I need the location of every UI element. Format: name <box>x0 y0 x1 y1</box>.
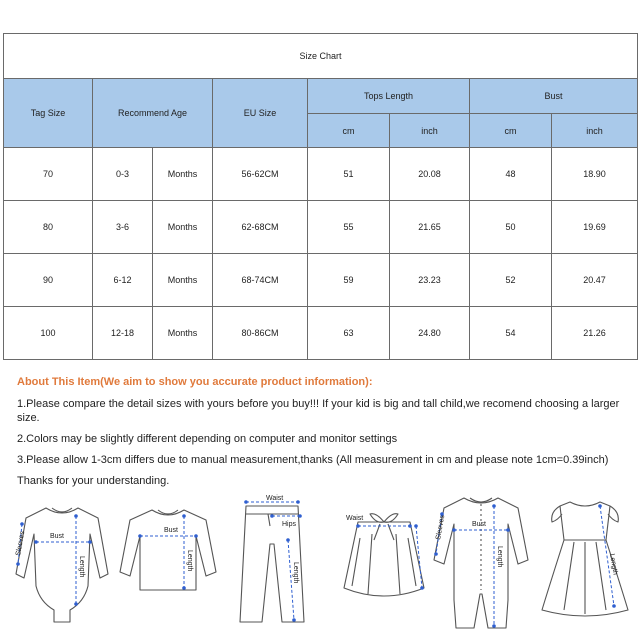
header-bust: Bust <box>470 79 638 114</box>
cell-age-unit: Months <box>153 307 213 360</box>
length-label: Length <box>186 550 193 572</box>
cell-bust-cm: 48 <box>470 148 552 201</box>
skirt-illustration <box>340 508 428 608</box>
header-bust-inch: inch <box>552 114 638 148</box>
cell-age: 12-18 <box>93 307 153 360</box>
cell-age: 3-6 <box>93 201 153 254</box>
thanks-note: Thanks for your understanding. <box>17 475 170 487</box>
cell-bust-cm: 50 <box>470 201 552 254</box>
cell-eu-size: 62-68CM <box>213 201 308 254</box>
dress-illustration <box>540 494 630 624</box>
cell-tag-size: 80 <box>4 201 93 254</box>
cell-bust-inch: 19.69 <box>552 201 638 254</box>
cell-age-unit: Months <box>153 148 213 201</box>
romper-illustration <box>432 490 530 634</box>
cell-bust-inch: 20.47 <box>552 254 638 307</box>
header-bust-cm: cm <box>470 114 552 148</box>
notes-heading: About This Item(We aim to show you accurate product information): <box>17 376 373 388</box>
table-row <box>4 148 638 201</box>
cell-length-cm: 55 <box>308 201 390 254</box>
cell-eu-size: 68-74CM <box>213 254 308 307</box>
cell-bust-inch: 18.90 <box>552 148 638 201</box>
cell-bust-cm: 54 <box>470 307 552 360</box>
cell-age-unit: Months <box>153 254 213 307</box>
cell-age: 6-12 <box>93 254 153 307</box>
header-length-cm: cm <box>308 114 390 148</box>
header-recommend-age: Recommend Age <box>93 79 213 148</box>
cell-tag-size: 100 <box>4 307 93 360</box>
header-tag-size: Tag Size <box>4 79 93 148</box>
top-illustration <box>118 502 218 602</box>
note-line-3: 3.Please allow 1-3cm differs due to manual measurement,thanks (All measurement in cm and please note 1cm=0.39inch) <box>17 454 609 466</box>
sleeves-label: Sleeves <box>15 530 27 557</box>
bust-label: Bust <box>472 521 487 528</box>
waist-label: Waist <box>346 515 364 522</box>
note-line-2: 2.Colors may be slightly different depending on computer and monitor settings <box>17 433 398 445</box>
table-row <box>4 307 638 360</box>
sleeves-label: Sleeves <box>435 514 447 541</box>
header-tops-length: Tops Length <box>308 79 470 114</box>
cell-eu-size: 80-86CM <box>213 307 308 360</box>
table-row <box>4 254 638 307</box>
cell-eu-size: 56-62CM <box>213 148 308 201</box>
bodysuit-illustration <box>12 494 112 634</box>
length-label: Length <box>608 553 619 576</box>
cell-length-inch: 20.08 <box>390 148 470 201</box>
cell-length-cm: 63 <box>308 307 390 360</box>
bust-label: Bust <box>50 533 65 540</box>
pants-illustration <box>232 492 312 632</box>
cell-length-inch: 23.23 <box>390 254 470 307</box>
table-row <box>4 201 638 254</box>
length-label: Length <box>78 556 85 578</box>
header-eu-size: EU Size <box>213 79 308 148</box>
cell-age: 0-3 <box>93 148 153 201</box>
cell-length-cm: 59 <box>308 254 390 307</box>
cell-bust-inch: 21.26 <box>552 307 638 360</box>
cell-bust-cm: 52 <box>470 254 552 307</box>
cell-tag-size: 70 <box>4 148 93 201</box>
header-length-inch: inch <box>390 114 470 148</box>
hips-label: Hips <box>282 521 297 528</box>
size-chart-title: Size Chart <box>4 34 638 79</box>
cell-length-inch: 21.65 <box>390 201 470 254</box>
length-label: Length <box>496 546 503 568</box>
waist-label: Waist <box>266 495 284 502</box>
note-line-1: 1.Please compare the detail sizes with yours before you buy!!! If your kid is big and tall child,we recomend choosing a larger size. <box>17 398 620 424</box>
bust-label: Bust <box>164 527 179 534</box>
length-label: Length <box>292 562 299 584</box>
cell-length-cm: 51 <box>308 148 390 201</box>
cell-length-inch: 24.80 <box>390 307 470 360</box>
garment-illustrations <box>0 488 640 640</box>
cell-tag-size: 90 <box>4 254 93 307</box>
cell-age-unit: Months <box>153 201 213 254</box>
product-notes <box>17 375 629 488</box>
size-chart-table <box>3 33 638 360</box>
